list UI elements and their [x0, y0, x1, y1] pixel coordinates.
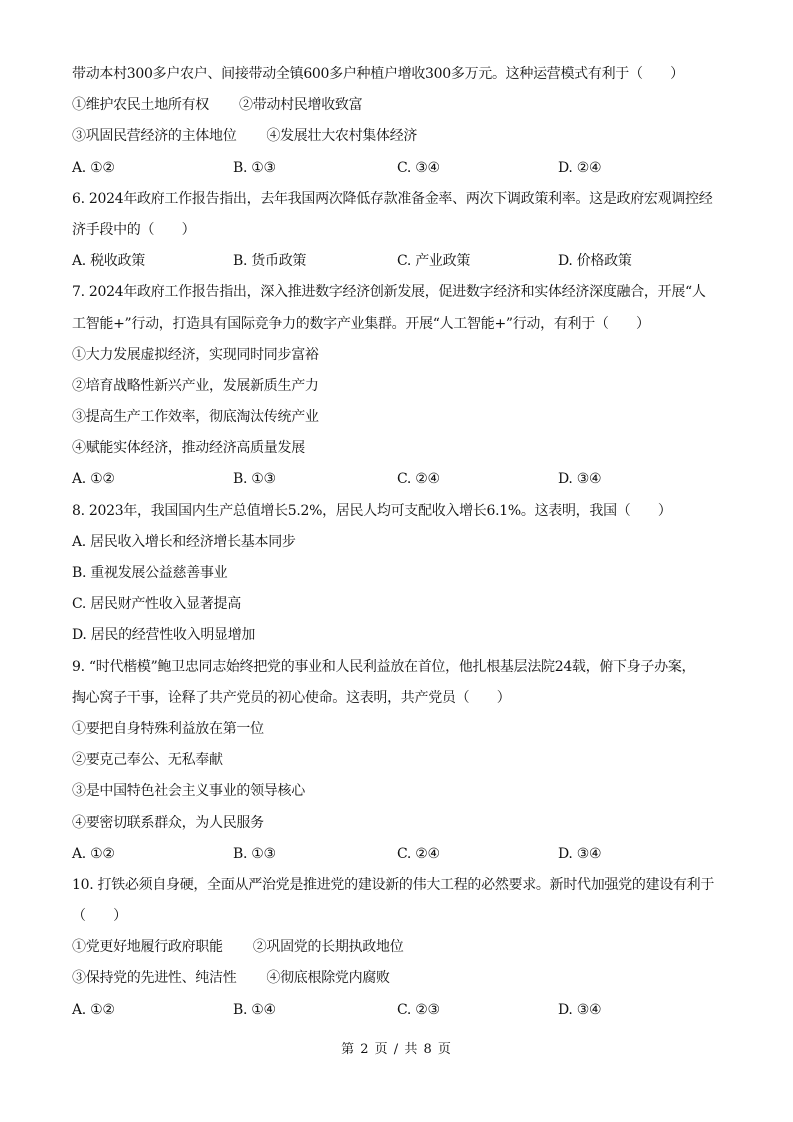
statement: ④要密切联系群众，为人民服务 [72, 814, 264, 831]
statement: ②要克己奉公、无私奉献 [72, 752, 223, 769]
question-10-statements-row1 [72, 932, 732, 963]
page-number-footer: 第 2 页 / 共 8 页 [341, 1042, 452, 1057]
question-7-stem: 7. 2024年政府工作报告指出，深入推进数字经济创新发展，促进数字经济和实体经济深度融合，开展“人 [72, 284, 706, 301]
option-b: B. 重视发展公益慈善事业 [72, 565, 228, 581]
question-5-stem: 带动本村300多户农户、间接带动全镇600多户种植户增收300多万元。这种运营模式有利于（ ） [72, 66, 684, 82]
question-7-stem: 工智能+”行动，打造具有国际竞争力的数字产业集群。开展“人工智能+”行动，有利于（ ） [72, 315, 650, 332]
option-d: D. ②④ [558, 159, 602, 176]
option-d: D. ③④ [558, 471, 602, 488]
question-8-stem: 8. 2023年，我国国内生产总值增长5.2%，居民人均可支配收入增长6.1%。这表明，我国（ ） [72, 502, 672, 519]
option-a: A. ①② [72, 471, 115, 488]
option-b: B. ①③ [233, 471, 276, 488]
option-a: A. 税收政策 [72, 253, 145, 270]
exam-page [72, 59, 732, 1026]
option-a: A. ①② [72, 159, 115, 176]
statement: ①党更好地履行政府职能 [72, 939, 223, 956]
statement: ④赋能实体经济，推动经济高质量发展 [72, 440, 305, 457]
statement: ③提高生产工作效率，彻底淘汰传统产业 [72, 409, 319, 426]
question-5-statements-row1 [72, 90, 732, 121]
question-6-stem: 6. 2024年政府工作报告指出，去年我国两次降低存款准备金率、两次下调政策利率。这是政府宏观调控经 [72, 190, 713, 207]
option-c: C. ②④ [397, 471, 440, 488]
option-b: B. ①③ [233, 845, 276, 862]
option-a: A. 居民收入增长和经济增长基本同步 [72, 533, 296, 550]
question-9-options [72, 839, 732, 870]
statement: ②培育战略性新兴产业，发展新质生产力 [72, 377, 319, 394]
option-c: C. 产业政策 [397, 253, 471, 270]
question-6-options [72, 246, 732, 277]
question-7-options [72, 464, 732, 495]
option-c: C. ②③ [397, 1001, 440, 1018]
statement: ①维护农民土地所有权 [72, 97, 209, 114]
option-d: D. 居民的经营性收入明显增加 [72, 627, 256, 644]
option-a: A. ①② [72, 845, 115, 862]
option-b: B. ①④ [233, 1001, 276, 1018]
statement: ①大力发展虚拟经济，实现同时同步富裕 [72, 346, 319, 363]
option-d: D. ③④ [558, 845, 602, 862]
option-c: C. 居民财产性收入显著提高 [72, 596, 241, 613]
statement: ③保持党的先进性、纯洁性 [72, 970, 237, 987]
option-c: C. ②④ [397, 845, 440, 862]
statement: ①要把自身特殊利益放在第一位 [72, 720, 264, 737]
question-5-statements-row2 [72, 121, 732, 152]
question-5-options [72, 153, 732, 184]
option-c: C. ③④ [397, 159, 440, 176]
option-a: A. ①② [72, 1001, 115, 1018]
option-d: D. 价格政策 [558, 253, 632, 270]
statement: ③是中国特色社会主义事业的领导核心 [72, 783, 305, 800]
question-10-statements-row2 [72, 963, 732, 994]
option-b: B. 货币政策 [233, 253, 307, 270]
question-10-stem: 10. 打铁必须自身硬，全面从严治党是推进党的建设新的伟大工程的必然要求。新时代加强党的建设有利于 [72, 876, 715, 893]
question-9-stem: 掏心窝子干事，诠释了共产党员的初心使命。这表明，共产党员（ ） [72, 689, 511, 706]
question-9-stem: 9. “时代楷模”鲍卫忠同志始终把党的事业和人民利益放在首位，他扎根基层法院24载，俯下身子办案， [72, 658, 696, 675]
statement: ④彻底根除党内腐败 [266, 970, 390, 987]
statement: ④发展壮大农村集体经济 [266, 128, 418, 145]
statement: ②巩固党的长期执政地位 [252, 939, 404, 956]
statement: ②带动村民增收致富 [239, 97, 363, 114]
option-d: D. ③④ [558, 1001, 602, 1018]
statement: ③巩固民营经济的主体地位 [72, 128, 237, 145]
option-b: B. ①③ [233, 159, 276, 176]
question-10-options [72, 995, 732, 1026]
question-6-stem: 济手段中的（ ） [72, 221, 196, 238]
question-10-stem: （ ） [72, 908, 127, 925]
